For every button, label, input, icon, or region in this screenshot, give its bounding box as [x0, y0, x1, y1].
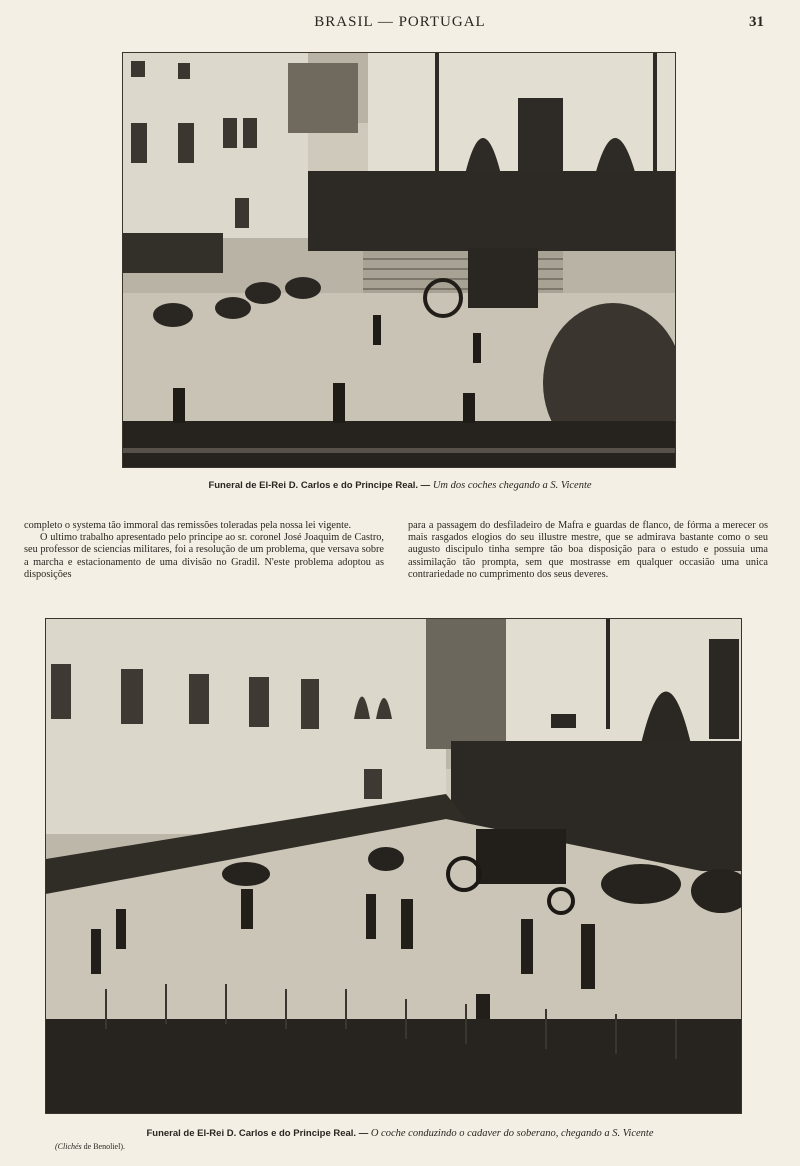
- photo-credit: [55, 1142, 125, 1151]
- photo-top-caption: [0, 480, 800, 491]
- photo-bottom-caption-lead: Funeral de El-Rei D. Carlos e do Principe Real. —: [146, 1128, 369, 1139]
- photo-bottom-caption: [0, 1128, 800, 1139]
- paragraph: O ultimo trabalho apresentado pelo principe ao sr. coronel José Joaquim de Castro, seu professor de sciencias militares, foi a resolução de um problema, que versava sobre a marcha e estacionamento de uma divisão no Gradil. N'este problema adoptou as disposições: [24, 532, 384, 580]
- paragraph: completo o systema tão immoral das remissões toleradas pela nossa lei vigente.: [24, 520, 352, 531]
- photo-credit-source: de Benoliel).: [83, 1142, 125, 1151]
- photo-top-caption-lead: Funeral de El-Rei D. Carlos e do Principe Real. —: [208, 480, 431, 491]
- funeral-photo-bottom: [45, 618, 742, 1114]
- page-number: 31: [749, 14, 764, 30]
- photo-top-caption-text: Um dos coches chegando a S. Vicente: [432, 480, 592, 491]
- text-column-left: [24, 520, 384, 581]
- photo-credit-label: (Clichés: [55, 1142, 82, 1151]
- funeral-photo-top: [122, 52, 676, 468]
- text-column-right: [408, 520, 768, 581]
- photo-bottom-caption-text: O coche conduzindo o cadaver do soberano, chegando a S. Vicente: [370, 1128, 654, 1139]
- paragraph: para a passagem do desfiladeiro de Mafra e guardas de flanco, de fórma a merecer os mais rasgados elogios do seu illustre mestre, que se admirava bastante como o seu augusto discipulo tinha sempre tão boa disposição para o estudo e possuia uma assimilação tão prompta, sem que mostrasse em qualquer occasião uma unica contrariedade no cumprimento dos seus deveres.: [408, 520, 768, 580]
- page-header-title: BRASIL — PORTUGAL: [314, 14, 486, 30]
